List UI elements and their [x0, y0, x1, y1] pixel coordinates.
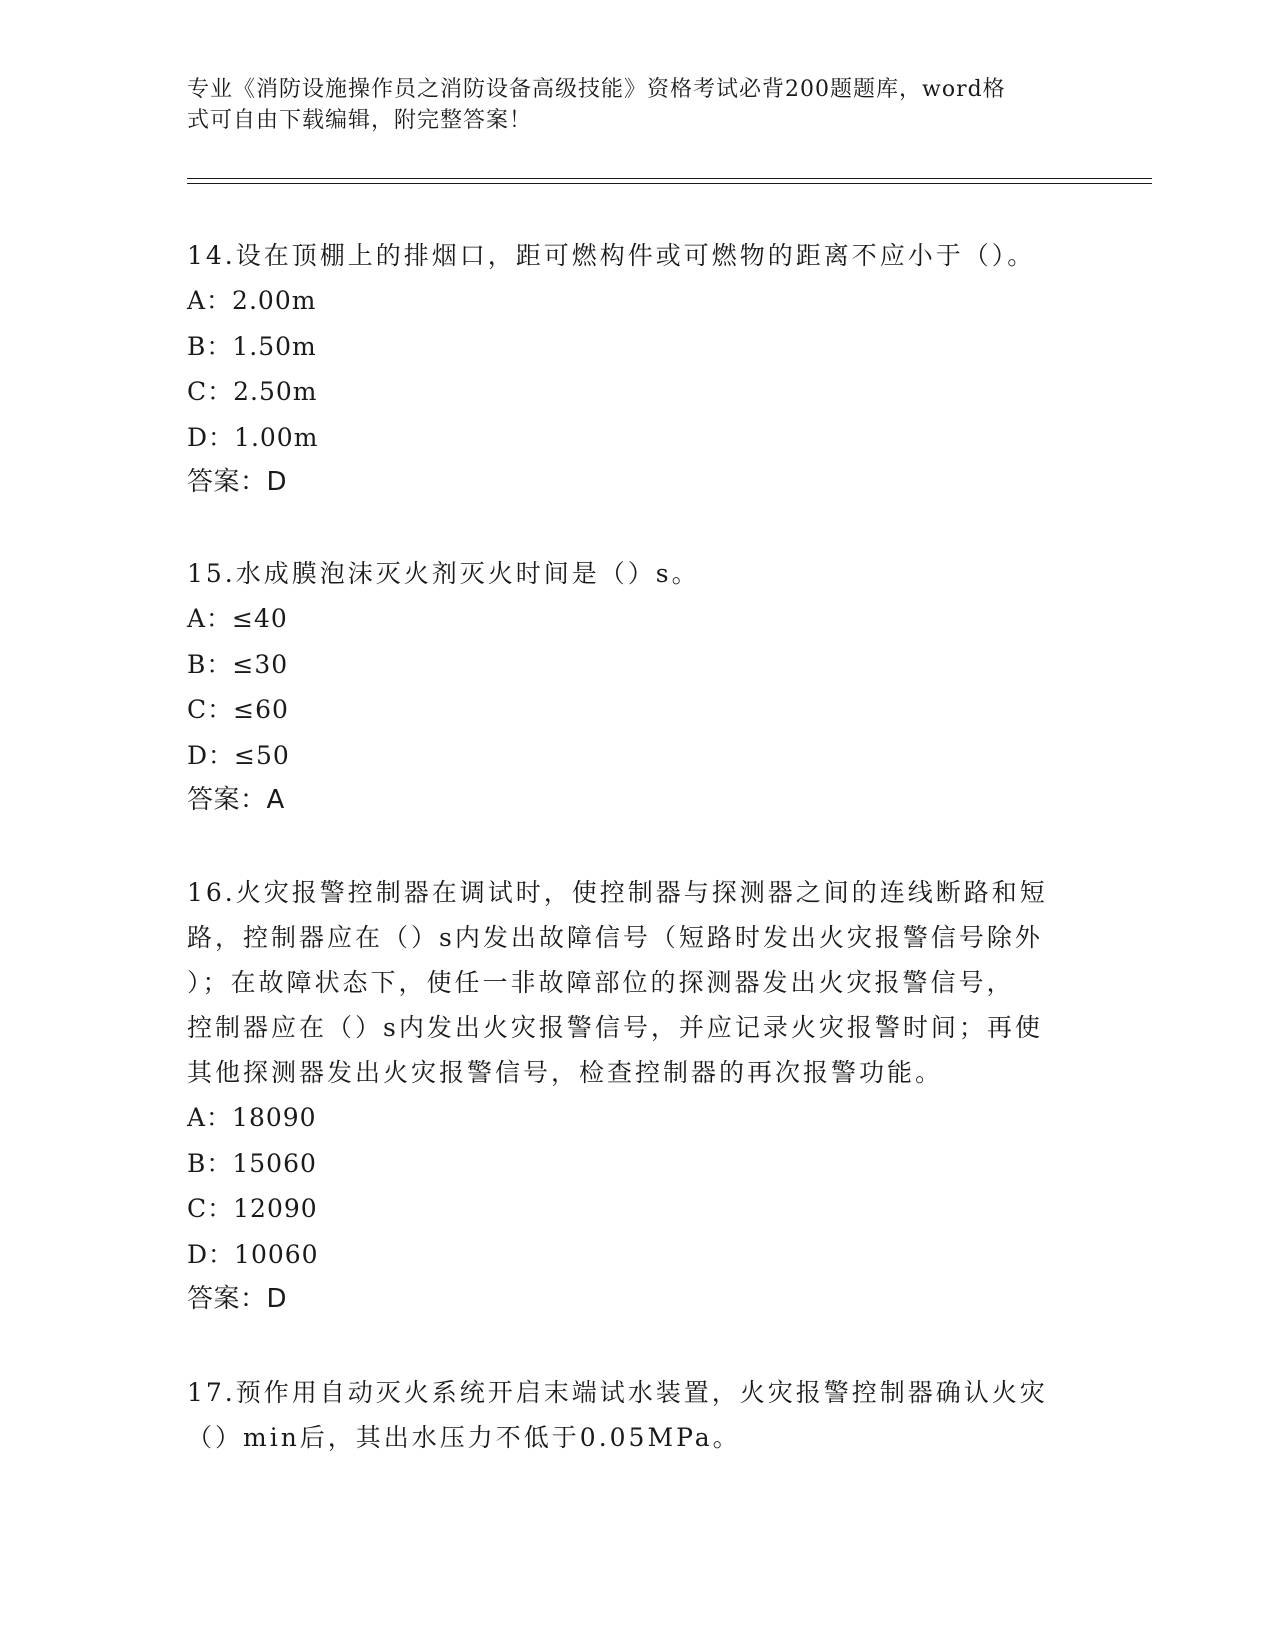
option-d: D：1.00m	[187, 422, 319, 452]
stem-line: 17.预作用自动灭火系统开启末端试水装置，火灾报警控制器确认火灾	[187, 1378, 1048, 1407]
option-c: C：2.50m	[187, 377, 318, 406]
header-line-2: 式可自由下载编辑，附完整答案！	[187, 108, 533, 133]
header-line-1: 专业《消防设施操作员之消防设备高级技能》资格考试必背200题题库，word格	[187, 77, 1006, 102]
question-16	[187, 870, 1087, 1321]
stem-line: ）；在故障状态下，使任一非故障部位的探测器发出火灾报警信号，	[187, 968, 1015, 997]
option-d: D：≤50	[187, 740, 290, 770]
option-c: C：12090	[187, 1194, 318, 1223]
question-15	[187, 551, 1087, 822]
option-a: A：18090	[187, 1103, 317, 1132]
question-14	[187, 233, 1087, 504]
stem-line: 其他探测器发出火灾报警信号，检查控制器的再次报警功能。	[187, 1058, 944, 1087]
header-divider-top	[187, 178, 1152, 179]
stem-line: （）min后，其出水压力不低于0.05MPa。	[187, 1423, 741, 1452]
answer-line: 答案：D	[187, 467, 288, 497]
option-c: C：≤60	[187, 695, 289, 724]
stem-line: 路，控制器应在（）s内发出故障信号（短路时发出火灾报警信号除外	[187, 923, 1043, 952]
header-divider-bottom	[187, 183, 1152, 184]
question-stem	[187, 233, 1087, 278]
question-17	[187, 1370, 1087, 1460]
option-a: A：2.00m	[187, 286, 317, 315]
option-b: B：≤30	[187, 649, 289, 679]
option-d: D：10060	[187, 1239, 319, 1269]
question-stem	[187, 551, 1087, 596]
option-b: B：15060	[187, 1148, 317, 1178]
answer-line: 答案：A	[187, 785, 285, 815]
stem-line: 14.设在顶棚上的排烟口，距可燃构件或可燃物的距离不应小于（）。	[187, 241, 1036, 270]
option-b: B：1.50m	[187, 331, 317, 361]
question-stem	[187, 870, 1087, 1095]
option-list	[187, 278, 1087, 460]
stem-line: 16.火灾报警控制器在调试时，使控制器与探测器之间的连线断路和短	[187, 878, 1048, 907]
document-header	[187, 74, 1067, 136]
option-list	[187, 1095, 1087, 1277]
answer-line: 答案：D	[187, 1284, 288, 1314]
option-a: A：≤40	[187, 604, 288, 633]
stem-line: 控制器应在（）s内发出火灾报警信号，并应记录火灾报警时间；再使	[187, 1013, 1043, 1042]
stem-line: 15.水成膜泡沫灭火剂灭火时间是（）s。	[187, 559, 700, 588]
option-list	[187, 596, 1087, 778]
question-stem	[187, 1370, 1087, 1460]
